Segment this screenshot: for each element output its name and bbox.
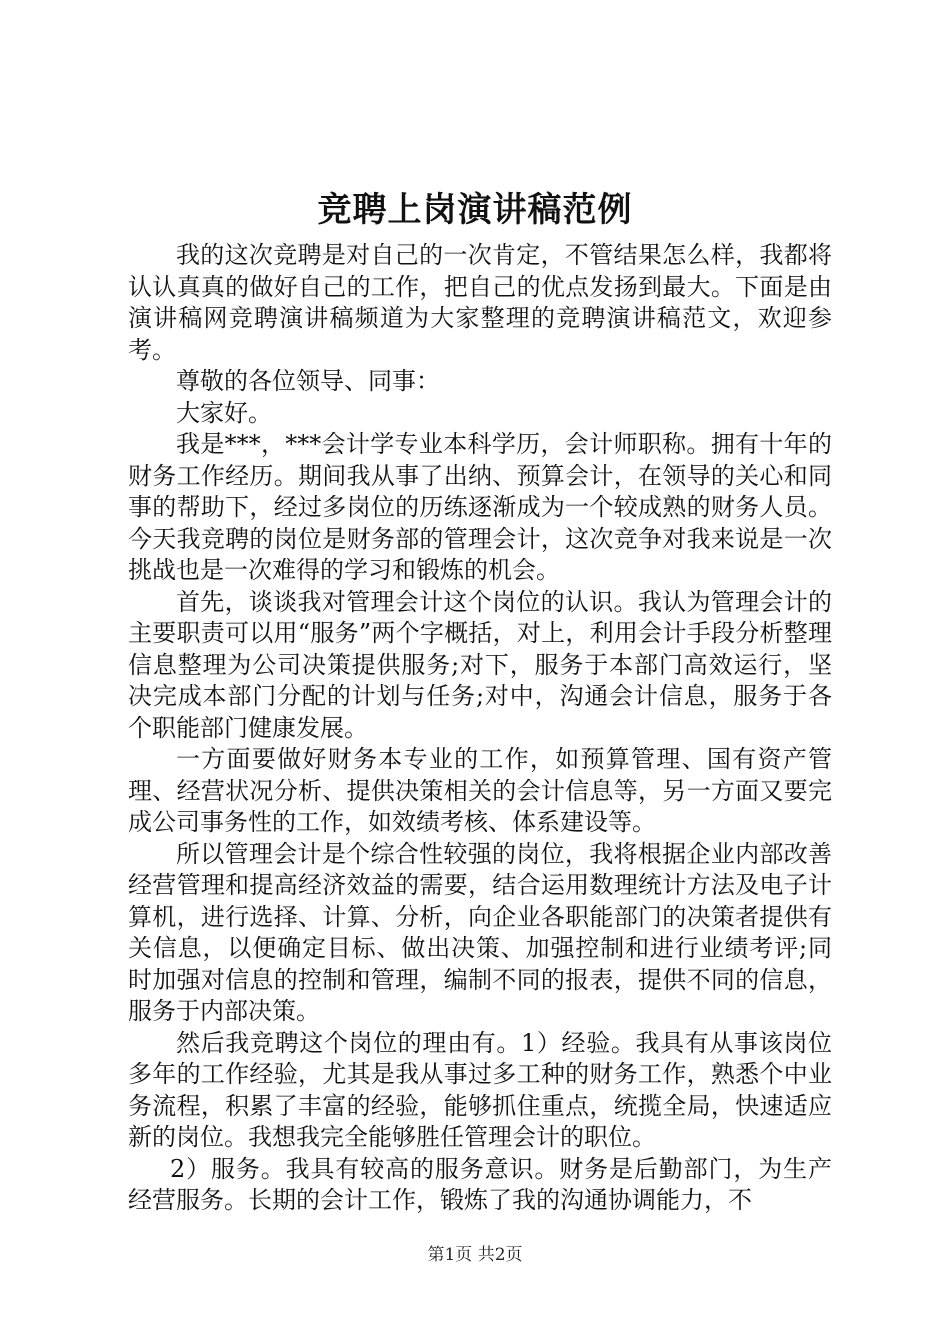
paragraph-reason-service: 2）服务。我具有较高的服务意识。财务是后勤部门，为生产经营服务。长期的会计工作，锻炼了我的沟通协调能力，不: [128, 1154, 832, 1214]
page-footer: 第1页 共2页: [427, 1245, 523, 1265]
paragraph-role-understanding: 首先，谈谈我对管理会计这个岗位的认识。我认为管理会计的主要职责可以用“服务”两个字概括，对上，利用会计手段分析整理信息整理为公司决策提供服务;对下，服务于本部门高效运行，坚决完成本部门分配的计划与任务;对中，沟通会计信息，服务于各个职能部门健康发展。: [128, 587, 832, 742]
paragraph-greeting: 大家好。: [176, 398, 272, 427]
paragraph-reason-experience: 然后我竞聘这个岗位的理由有。1）经验。我具有从事该岗位多年的工作经验，尤其是我从事过多工种的财务工作，熟悉个中业务流程，积累了丰富的经验，能够抓住重点，统揽全局，快速适应新的岗位。我想我完全能够胜任管理会计的职位。: [128, 1028, 832, 1151]
document-title: 竞聘上岗演讲稿范例: [317, 190, 633, 230]
paragraph-salutation: 尊敬的各位领导、同事：: [176, 367, 440, 395]
paragraph-intro: 我的这次竞聘是对自己的一次肯定，不管结果怎么样，我都将认认真真的做好自己的工作，把自己的优点发扬到最大。下面是由演讲稿网竞聘演讲稿频道为大家整理的竞聘演讲稿范文，欢迎参考。: [128, 241, 832, 364]
paragraph-self-introduction: 我是***，***会计学专业本科学历，会计师职称。拥有十年的财务工作经历。期间我从事了出纳、预算会计，在领导的关心和同事的帮助下，经过多岗位的历练逐渐成为一个较成熟的财务人员。今天我竞聘的岗位是财务部的管理会计，这次竞争对我来说是一次挑战也是一次难得的学习和锻炼的机会。: [128, 430, 832, 584]
paragraph-comprehensive-role: 所以管理会计是个综合性较强的岗位，我将根据企业内部改善经营管理和提高经济效益的需要，结合运用数理统计方法及电子计算机，进行选择、计算、分析，向企业各职能部门的决策者提供有关信息，以便确定目标、做出决策、加强控制和进行业绩考评;同时加强对信息的控制和管理，编制不同的报表，提供不同的信息，服务于内部决策。: [128, 839, 832, 1025]
paragraph-duties: 一方面要做好财务本专业的工作，如预算管理、国有资产管理、经营状况分析、提供决策相关的会计信息等，另一方面又要完成公司事务性的工作，如效绩考核、体系建设等。: [128, 745, 832, 836]
document-body: [128, 240, 832, 1217]
